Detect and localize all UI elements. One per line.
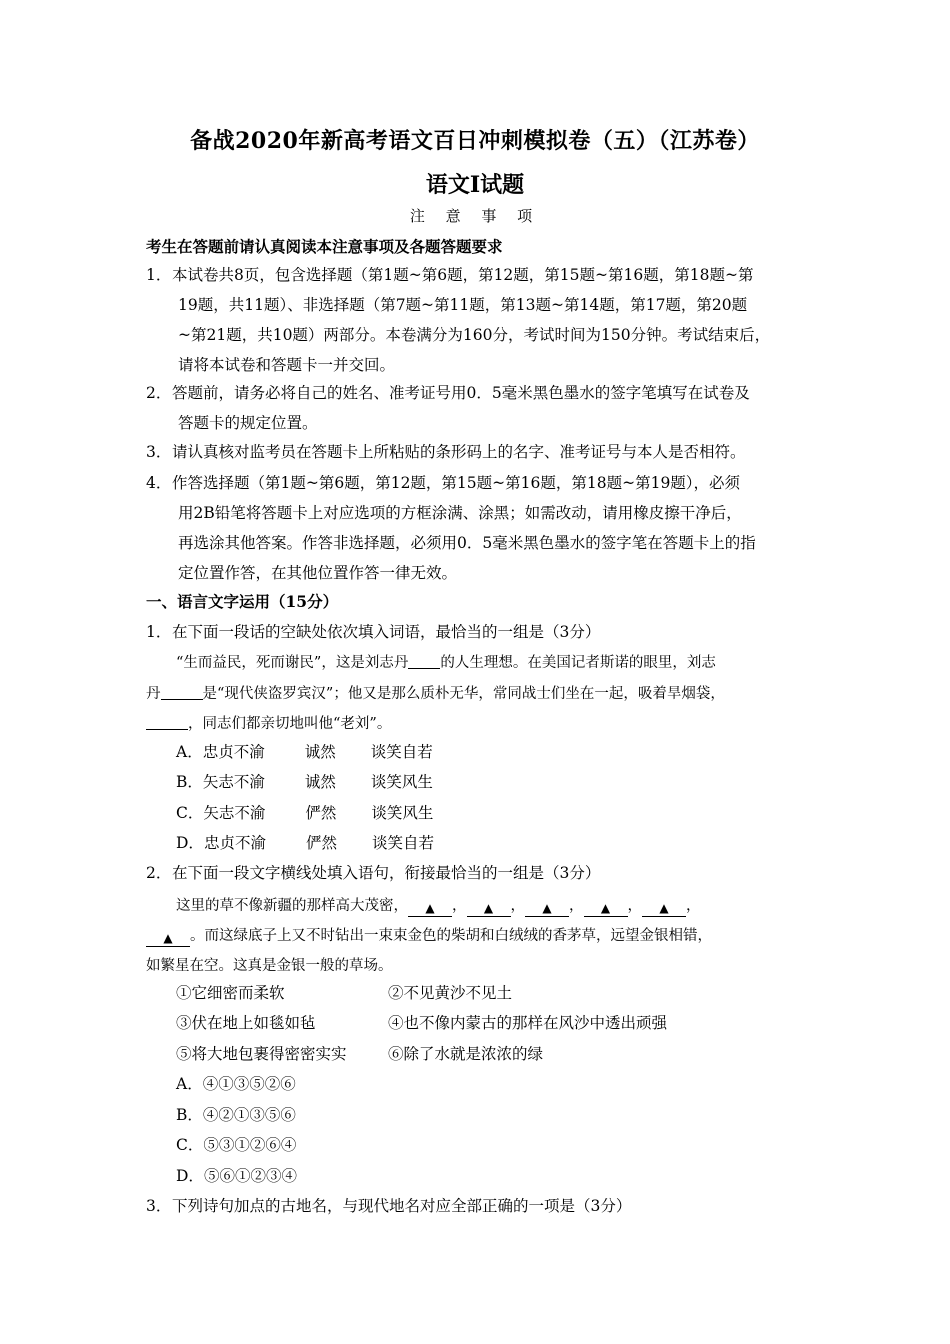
question-1-option-d[interactable]: D．忠贞不渝 俨然 谈笑自若 bbox=[176, 834, 434, 852]
question-1-passage-line: “生而益民，死而谢民”，这是刘志丹 的人生理想。在美国记者斯诺的眼里，刘志 bbox=[176, 652, 716, 674]
notice-line: 请将本试卷和答题卡一并交回。 bbox=[178, 356, 396, 374]
question-1-option-b[interactable]: B．矢志不渝 诚然 谈笑风生 bbox=[176, 773, 433, 791]
question-2-option-d[interactable]: D．⑤⑥①②③④ bbox=[176, 1167, 297, 1185]
question-2-option-b[interactable]: B．④②①③⑤⑥ bbox=[176, 1106, 296, 1124]
question-2-passage-line: 如繁星在空。这真是金银一般的草场。 bbox=[146, 958, 393, 974]
question-1-passage-line: ，同志们都亲切地叫他“老刘”。 bbox=[146, 713, 391, 735]
question-2-item: ⑥除了水就是浓浓的绿 bbox=[388, 1045, 544, 1063]
question-2-option-c[interactable]: C．⑤③①②⑥④ bbox=[176, 1136, 297, 1154]
notice-item: 3．请认真核对监考员在答题卡上所粘贴的条形码上的名字、准考证号与本人是否相符。 bbox=[146, 443, 746, 461]
question-1-option-a[interactable]: A．忠贞不渝 诚然 谈笑自若 bbox=[176, 743, 433, 761]
notice-item: 2．答题前，请务必将自己的姓名、准考证号用0．5毫米黑色墨水的签字笔填写在试卷及 bbox=[146, 384, 750, 402]
notice-line: 答题卡的规定位置。 bbox=[178, 414, 318, 432]
question-1-stem: 1．在下面一段话的空缺处依次填入词语，最恰当的一组是（3分） bbox=[146, 623, 601, 641]
question-2-item: ⑤将大地包裹得密密实实 bbox=[176, 1045, 347, 1063]
answer-blank bbox=[146, 713, 188, 730]
answer-blank: ▲ bbox=[408, 900, 452, 917]
question-3-stem: 3．下列诗句加点的古地名，与现代地名对应全部正确的一项是（3分） bbox=[146, 1197, 632, 1215]
answer-blank: ▲ bbox=[642, 900, 686, 917]
question-2-passage-line: ▲ 。而这绿底子上又不时钻出一束束金色的柴胡和白绒绒的香茅草，远望金银相错， bbox=[146, 925, 712, 947]
notice-heading: 注 意 事 项 bbox=[409, 207, 541, 225]
exam-title: 备战2020年新高考语文百日冲刺模拟卷（五）（江苏卷） bbox=[190, 128, 760, 154]
question-1-passage-line: 丹 是“现代侠盗罗宾汉”；他又是那么质朴无华，常同战士们坐在一起，吸着旱烟袋， bbox=[146, 683, 725, 705]
question-1-option-c[interactable]: C．矢志不渝 俨然 谈笑风生 bbox=[176, 804, 434, 822]
question-2-option-a[interactable]: A．④①③⑤②⑥ bbox=[176, 1075, 296, 1093]
notice-line: ~第21题，共10题）两部分。本卷满分为160分，考试时间为150分钟。考试结束后， bbox=[178, 326, 771, 344]
question-2-passage-line: 这里的草不像新疆的那样高大茂密， ▲ ， ▲ ， ▲ ， ▲ ， ▲ ， bbox=[176, 898, 701, 915]
question-2-item: ②不见黄沙不见土 bbox=[388, 984, 513, 1002]
notice-item: 1．本试卷共8页，包含选择题（第1题~第6题，第12题，第15题~第16题，第18题~第 bbox=[146, 266, 754, 284]
answer-blank: ▲ bbox=[467, 900, 511, 917]
answer-blank: ▲ bbox=[525, 900, 569, 917]
answer-blank bbox=[161, 683, 203, 700]
question-2-item: ③伏在地上如毯如毡 bbox=[176, 1014, 316, 1032]
question-2-item: ④也不像内蒙古的那样在风沙中透出顽强 bbox=[388, 1014, 668, 1032]
exam-subtitle: 语文Ⅰ试题 bbox=[425, 172, 525, 198]
answer-blank: ▲ bbox=[584, 900, 628, 917]
notice-line: 再选涂其他答案。作答非选择题，必须用0．5毫米黑色墨水的签字笔在答题卡上的指 bbox=[178, 534, 756, 552]
section-heading: 一、语言文字运用（15分） bbox=[146, 592, 339, 611]
answer-blank: ▲ bbox=[146, 930, 190, 947]
notice-intro: 考生在答题前请认真阅读本注意事项及各题答题要求 bbox=[146, 237, 503, 256]
answer-blank bbox=[408, 652, 440, 669]
question-2-stem: 2．在下面一段文字横线处填入语句，衔接最恰当的一组是（3分） bbox=[146, 864, 601, 882]
notice-line: 定位置作答，在其他位置作答一律无效。 bbox=[178, 564, 458, 582]
notice-line: 19题，共11题）、非选择题（第7题~第11题，第13题~第14题，第17题，第20题 bbox=[178, 296, 748, 314]
notice-line: 用2B铅笔将答题卡上对应选项的方框涂满、涂黑；如需改动，请用橡皮擦干净后， bbox=[178, 504, 742, 522]
notice-item: 4．作答选择题（第1题~第6题，第12题，第15题~第16题，第18题~第19题），必须 bbox=[146, 474, 741, 492]
question-2-item: ①它细密而柔软 bbox=[176, 984, 285, 1002]
